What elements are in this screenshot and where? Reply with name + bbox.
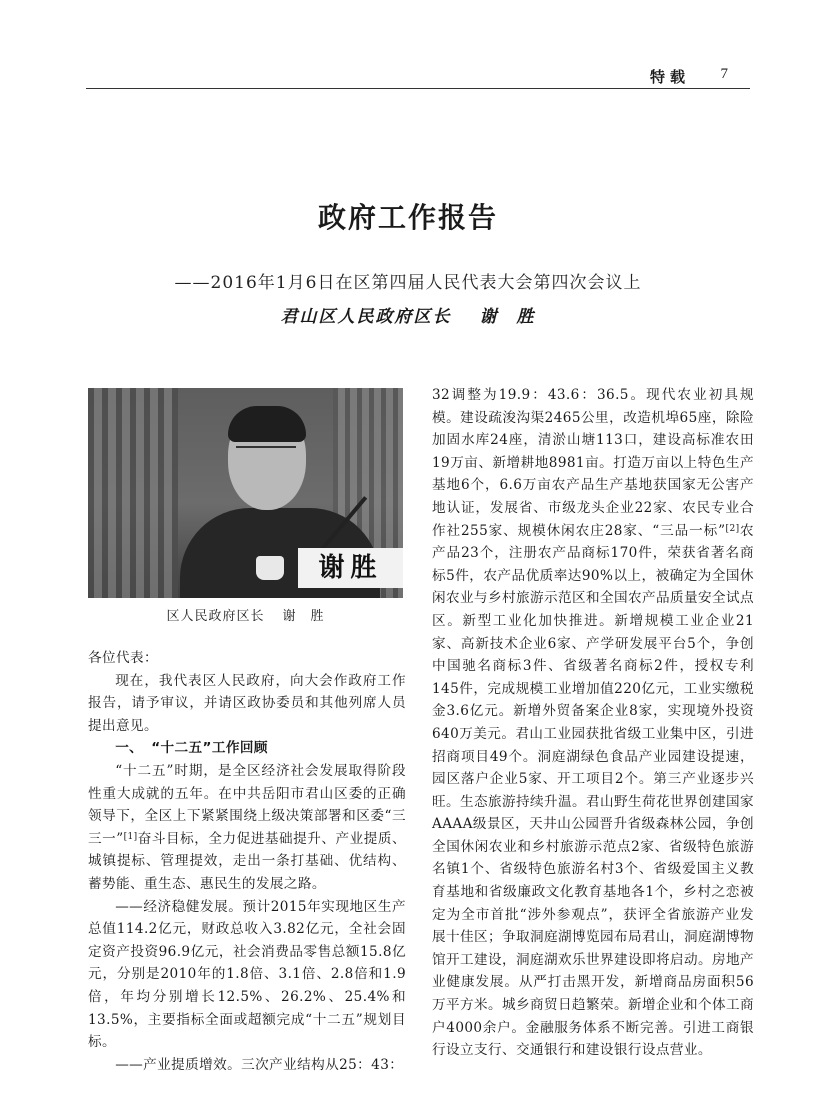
photo-caption-name-char: 谢 <box>282 609 297 624</box>
footnote-ref[interactable]: [1] <box>123 831 138 842</box>
author-line <box>0 302 816 327</box>
photo-caption <box>88 605 403 624</box>
teacup-icon <box>256 556 284 580</box>
paragraph-text: 32调整为19.9：43.6：36.5。现代农业初具规模。建设疏浚沟渠2465公里，改造机埠65座，除险加固水库24座，清淤山塘113口，建设高标准农田19万亩、新增耕地8981亩。打造万亩以上特色生产基地6个，6.6万亩农产品生产基地获国家无公害产地认证，发展省、市级龙头企业22家、农民专业合作社255家、规模休闲农庄28家、“三品一标” <box>432 387 754 539</box>
section-heading-number: 一、 <box>115 740 144 757</box>
paragraph: 现在，我代表区人民政府，向大会作政府工作报告，请予审议，并请区政协委员和其他列席人员提出意见。 <box>88 672 406 734</box>
photo-speaker-hair <box>228 406 306 442</box>
paragraph <box>88 760 406 896</box>
section-heading-text: “十二五”工作回顾 <box>151 740 268 757</box>
footnote-ref[interactable]: [2] <box>725 523 740 534</box>
author-name-char: 胜 <box>516 307 536 327</box>
running-head <box>86 64 750 89</box>
page-number: 7 <box>720 66 728 82</box>
page-title: 政府工作报告 <box>317 201 498 234</box>
photo-speaker-glasses <box>236 446 296 462</box>
author-name-char: 谢 <box>479 307 499 327</box>
paragraph: ——产业提质增效。三次产业结构从25：43： <box>115 1056 404 1073</box>
paragraph-text: 农产品23个，注册农产品商标170件，荣获省著名商标5件，农产品优质率达90%以上，被确定为全国休闲农业与乡村旅游示范区和全国农产品质量安全试点区。新型工业化加快推进。新增规模工业企业21家、高新技术企业6家、产学研发展平台5个，争创中国驰名商标3件、省级著名商标2件，授权专利145件，完成规模工业增加值220亿元，工业实缴税金3.6亿元。新增外贸备案企业8家，实现境外投资640万美元。君山工业园获批省级工业集中区，引进招商项目49个。洞庭湖绿色食品产业园建设提速，园区落户企业5家、开工项目2个。第三产业逐步兴旺。生态旅游持续升温。君山野生荷花世界创建国家AAAA级景区，天井山公园晋升省级森林公园，争创全国休闲农业和乡村旅游示范点2家、省级特色旅游名镇1个、省级特色旅游名村3个、省级爱国主义教育基地和省级廉政文化教育基地各1个，乡村之恋被定为全市首批“涉外参观点”，获评全省旅游产业发展十佳区；争取洞庭湖博览园布局君山，洞庭湖博物馆开工建设，洞庭湖欢乐世界建设即将启动。房地产业健康发展。从严打击黑开发，新增商品房面积56万平方米。城乡商贸日趋繁荣。新增企业和个体工商户4000余户。金融服务体系不断完善。引进工商银行设立支行、交通银行和建设银行设点营业。 <box>432 522 755 1059</box>
photo-caption-title: 区人民政府区长 <box>166 609 265 624</box>
right-column <box>432 384 754 1062</box>
photo-curtain-left <box>88 388 178 598</box>
page-subtitle: ——2016年1月6日在区第四届人民代表大会第四次会议上 <box>174 273 642 293</box>
paragraph-text: 奋斗目标，全力促进基础提升、产业提质、城镇提标、管理提效，走出一条打基础、优结构、蓄势能、重生态、惠民生的发展之路。 <box>88 830 406 892</box>
paragraph: ——经济稳健发展。预计2015年实现地区生产总值114.2亿元，财政总收入3.82亿元，全社会固定资产投资96.9亿元，社会消费品零售总额15.8亿元，分别是2010年的1.8倍、3.1倍、2.8倍和1.9倍，年均分别增长12.5%、26.2%、25.4%和13.5%，主要指标全面或超额完成“十二五”规划目标。 <box>88 898 406 1051</box>
section-heading <box>88 737 406 760</box>
author-title: 君山区人民政府区长 <box>280 307 452 327</box>
greeting: 各位代表： <box>88 650 158 666</box>
photo-caption-name-char: 胜 <box>310 609 325 624</box>
paragraph-text: “十二五”时期，是全区经济社会发展取得阶段性重大成就的五年。在中共岳阳市君山区委的正确领导下，全区上下紧紧围绕上级决策部署和区委“三三一” <box>88 762 406 847</box>
left-column <box>88 647 406 1076</box>
photo-nameplate: 谢胜 <box>298 548 403 588</box>
speaker-photo <box>88 388 403 598</box>
running-head-section: 特载 <box>649 68 690 86</box>
paragraph <box>432 384 754 1062</box>
